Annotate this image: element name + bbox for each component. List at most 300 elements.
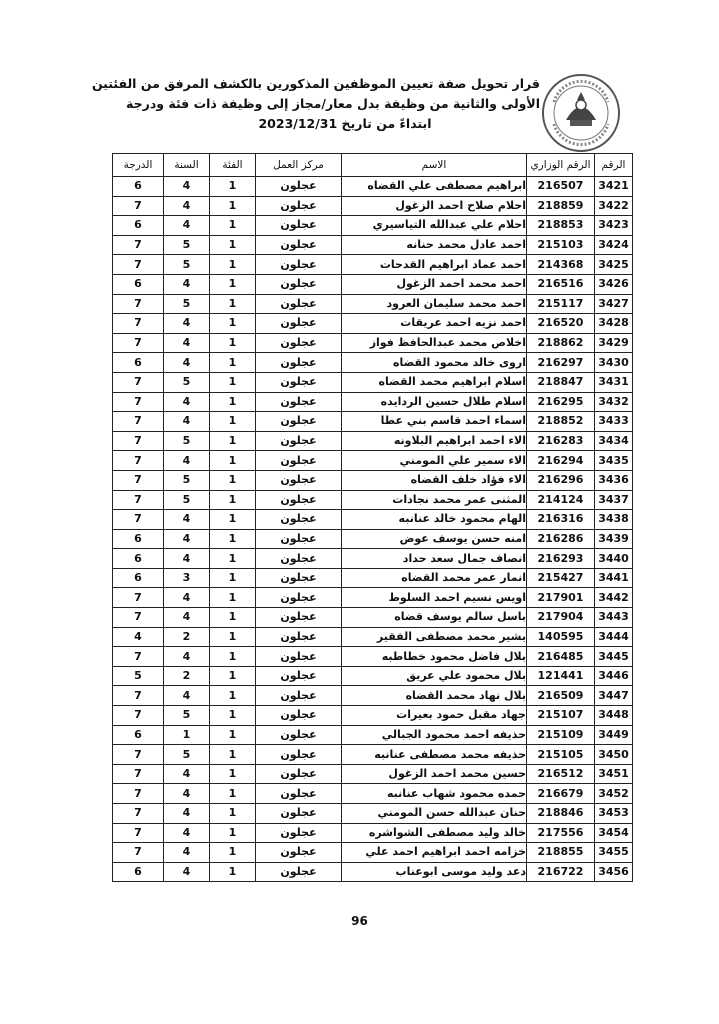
- cell-year: 5: [164, 235, 210, 255]
- cell-seq: 3447: [595, 686, 633, 706]
- cell-ministry-number: 215109: [527, 725, 595, 745]
- cell-category: 1: [210, 353, 256, 373]
- cell-seq: 3435: [595, 451, 633, 471]
- cell-work-center: عجلون: [256, 529, 342, 549]
- table-row: [113, 274, 633, 294]
- cell-seq: 3424: [595, 235, 633, 255]
- cell-ministry-number: 215105: [527, 745, 595, 765]
- cell-degree: 6: [113, 549, 164, 569]
- table-row: [113, 529, 633, 549]
- cell-degree: 7: [113, 294, 164, 314]
- cell-ministry-number: 218853: [527, 216, 595, 236]
- cell-work-center: عجلون: [256, 568, 342, 588]
- cell-category: 1: [210, 608, 256, 628]
- cell-category: 1: [210, 177, 256, 197]
- header-year: السنة: [164, 154, 210, 177]
- cell-work-center: عجلون: [256, 490, 342, 510]
- table-header-row: [113, 154, 633, 177]
- cell-year: 5: [164, 294, 210, 314]
- cell-category: 1: [210, 804, 256, 824]
- cell-year: 1: [164, 725, 210, 745]
- cell-degree: 7: [113, 764, 164, 784]
- cell-name: حمده محمود شهاب عنانبه: [342, 784, 527, 804]
- table-row: [113, 353, 633, 373]
- cell-seq: 3455: [595, 843, 633, 863]
- table-row: [113, 333, 633, 353]
- cell-ministry-number: 217901: [527, 588, 595, 608]
- cell-seq: 3450: [595, 745, 633, 765]
- cell-degree: 6: [113, 274, 164, 294]
- cell-seq: 3422: [595, 196, 633, 216]
- cell-year: 4: [164, 412, 210, 432]
- cell-work-center: عجلون: [256, 784, 342, 804]
- cell-category: 1: [210, 274, 256, 294]
- cell-category: 1: [210, 294, 256, 314]
- cell-year: 4: [164, 177, 210, 197]
- cell-work-center: عجلون: [256, 216, 342, 236]
- cell-ministry-number: 216520: [527, 314, 595, 334]
- title-line-1: قرار تحويل صفة تعيين الموظفين المذكورين بالكشف المرفق من الفئتين: [91, 76, 540, 91]
- title-line-3: ابتداءً من تاريخ 2023/12/31: [258, 116, 432, 131]
- cell-name: الهام محمود خالد عنانبه: [342, 510, 527, 530]
- cell-year: 4: [164, 314, 210, 334]
- cell-work-center: عجلون: [256, 255, 342, 275]
- cell-ministry-number: 216516: [527, 274, 595, 294]
- cell-category: 1: [210, 451, 256, 471]
- cell-year: 4: [164, 588, 210, 608]
- cell-year: 4: [164, 529, 210, 549]
- cell-work-center: عجلون: [256, 627, 342, 647]
- cell-seq: 3439: [595, 529, 633, 549]
- cell-year: 5: [164, 431, 210, 451]
- cell-name: الاء احمد ابراهيم البلاونه: [342, 431, 527, 451]
- cell-name: جهاد مقبل حمود بعيرات: [342, 706, 527, 726]
- cell-name: حنان عبدالله حسن المومني: [342, 804, 527, 824]
- cell-ministry-number: 214368: [527, 255, 595, 275]
- cell-name: اسلام طلال حسين الردايده: [342, 392, 527, 412]
- cell-name: خالد وليد مصطفى الشواشره: [342, 823, 527, 843]
- table-row: [113, 451, 633, 471]
- cell-year: 4: [164, 451, 210, 471]
- table-row: [113, 177, 633, 197]
- table-row: [113, 804, 633, 824]
- cell-work-center: عجلون: [256, 843, 342, 863]
- cell-degree: 7: [113, 451, 164, 471]
- cell-year: 4: [164, 216, 210, 236]
- cell-year: 4: [164, 274, 210, 294]
- cell-degree: 7: [113, 843, 164, 863]
- title-line-2: الأولى والثانية من وظيفة بدل معار/مجاز إلى وظيفة ذات فئة ودرجة: [126, 96, 540, 111]
- table-row: [113, 549, 633, 569]
- cell-ministry-number: 218847: [527, 372, 595, 392]
- cell-work-center: عجلون: [256, 823, 342, 843]
- cell-seq: 3456: [595, 862, 633, 882]
- cell-ministry-number: 121441: [527, 666, 595, 686]
- cell-work-center: عجلون: [256, 647, 342, 667]
- cell-seq: 3427: [595, 294, 633, 314]
- cell-name: اخلاص محمد عبدالحافظ فواز: [342, 333, 527, 353]
- cell-degree: 7: [113, 470, 164, 490]
- cell-year: 5: [164, 745, 210, 765]
- cell-ministry-number: 216295: [527, 392, 595, 412]
- table-row: [113, 745, 633, 765]
- table-row: [113, 764, 633, 784]
- cell-work-center: عجلون: [256, 451, 342, 471]
- cell-degree: 7: [113, 196, 164, 216]
- cell-seq: 3442: [595, 588, 633, 608]
- cell-year: 5: [164, 372, 210, 392]
- cell-work-center: عجلون: [256, 804, 342, 824]
- cell-year: 5: [164, 490, 210, 510]
- cell-ministry-number: 216507: [527, 177, 595, 197]
- cell-degree: 7: [113, 804, 164, 824]
- cell-work-center: عجلون: [256, 588, 342, 608]
- cell-seq: 3452: [595, 784, 633, 804]
- ministry-seal-icon: [540, 72, 622, 154]
- cell-seq: 3432: [595, 392, 633, 412]
- header-degree: الدرجة: [113, 154, 164, 177]
- cell-work-center: عجلون: [256, 745, 342, 765]
- cell-degree: 7: [113, 608, 164, 628]
- cell-seq: 3429: [595, 333, 633, 353]
- cell-ministry-number: 218859: [527, 196, 595, 216]
- cell-seq: 3438: [595, 510, 633, 530]
- cell-year: 4: [164, 608, 210, 628]
- cell-seq: 3444: [595, 627, 633, 647]
- cell-category: 1: [210, 568, 256, 588]
- cell-ministry-number: 218846: [527, 804, 595, 824]
- cell-category: 1: [210, 843, 256, 863]
- cell-seq: 3426: [595, 274, 633, 294]
- cell-work-center: عجلون: [256, 510, 342, 530]
- cell-category: 1: [210, 529, 256, 549]
- cell-degree: 7: [113, 647, 164, 667]
- cell-work-center: عجلون: [256, 274, 342, 294]
- cell-year: 3: [164, 568, 210, 588]
- cell-ministry-number: 216509: [527, 686, 595, 706]
- cell-name: احمد نزيه احمد عريقات: [342, 314, 527, 334]
- cell-seq: 3440: [595, 549, 633, 569]
- cell-ministry-number: 216294: [527, 451, 595, 471]
- cell-name: اويس نسيم احمد السلوط: [342, 588, 527, 608]
- cell-category: 1: [210, 725, 256, 745]
- cell-name: بلال نهاد محمد القضاه: [342, 686, 527, 706]
- cell-ministry-number: 215103: [527, 235, 595, 255]
- cell-name: انمار عمر محمد القضاه: [342, 568, 527, 588]
- cell-category: 1: [210, 333, 256, 353]
- cell-degree: 7: [113, 745, 164, 765]
- cell-degree: 4: [113, 627, 164, 647]
- cell-seq: 3437: [595, 490, 633, 510]
- cell-name: حذيفه محمد مصطفى عنانبه: [342, 745, 527, 765]
- cell-name: اسماء احمد قاسم بني عطا: [342, 412, 527, 432]
- page-number: 96: [351, 914, 368, 928]
- cell-work-center: عجلون: [256, 412, 342, 432]
- cell-ministry-number: 140595: [527, 627, 595, 647]
- cell-degree: 6: [113, 529, 164, 549]
- cell-category: 1: [210, 784, 256, 804]
- cell-category: 1: [210, 647, 256, 667]
- cell-seq: 3443: [595, 608, 633, 628]
- cell-ministry-number: 215117: [527, 294, 595, 314]
- cell-work-center: عجلون: [256, 353, 342, 373]
- cell-work-center: عجلون: [256, 314, 342, 334]
- table-body: [113, 177, 633, 882]
- cell-degree: 7: [113, 706, 164, 726]
- cell-seq: 3431: [595, 372, 633, 392]
- cell-ministry-number: 215427: [527, 568, 595, 588]
- cell-category: 1: [210, 510, 256, 530]
- header-seq: الرقم: [595, 154, 633, 177]
- cell-seq: 3430: [595, 353, 633, 373]
- cell-ministry-number: 216485: [527, 647, 595, 667]
- cell-name: اسلام ابراهيم محمد القضاه: [342, 372, 527, 392]
- cell-degree: 7: [113, 490, 164, 510]
- cell-seq: 3449: [595, 725, 633, 745]
- cell-seq: 3446: [595, 666, 633, 686]
- cell-category: 1: [210, 706, 256, 726]
- cell-category: 1: [210, 862, 256, 882]
- table-row: [113, 294, 633, 314]
- cell-year: 4: [164, 823, 210, 843]
- cell-work-center: عجلون: [256, 666, 342, 686]
- cell-name: احمد محمد سليمان العرود: [342, 294, 527, 314]
- cell-ministry-number: 216293: [527, 549, 595, 569]
- cell-year: 2: [164, 666, 210, 686]
- cell-category: 1: [210, 431, 256, 451]
- cell-work-center: عجلون: [256, 294, 342, 314]
- cell-year: 4: [164, 843, 210, 863]
- cell-name: امنه حسن يوسف عوض: [342, 529, 527, 549]
- table-row: [113, 490, 633, 510]
- cell-ministry-number: 214124: [527, 490, 595, 510]
- cell-work-center: عجلون: [256, 196, 342, 216]
- cell-seq: 3421: [595, 177, 633, 197]
- table-row: [113, 314, 633, 334]
- cell-year: 4: [164, 862, 210, 882]
- cell-degree: 6: [113, 568, 164, 588]
- cell-ministry-number: 215107: [527, 706, 595, 726]
- table-row: [113, 647, 633, 667]
- cell-degree: 5: [113, 666, 164, 686]
- table-row: [113, 725, 633, 745]
- cell-year: 4: [164, 510, 210, 530]
- cell-year: 4: [164, 784, 210, 804]
- cell-seq: 3441: [595, 568, 633, 588]
- cell-category: 1: [210, 235, 256, 255]
- cell-degree: 7: [113, 686, 164, 706]
- cell-work-center: عجلون: [256, 764, 342, 784]
- cell-degree: 7: [113, 235, 164, 255]
- cell-degree: 7: [113, 372, 164, 392]
- cell-year: 5: [164, 470, 210, 490]
- cell-name: دعد وليد موسى ابوعناب: [342, 862, 527, 882]
- cell-degree: 7: [113, 255, 164, 275]
- cell-name: باسل سالم يوسف قضاه: [342, 608, 527, 628]
- cell-name: انصاف جمال سعد حداد: [342, 549, 527, 569]
- cell-year: 4: [164, 647, 210, 667]
- cell-seq: 3434: [595, 431, 633, 451]
- cell-ministry-number: 217904: [527, 608, 595, 628]
- cell-seq: 3428: [595, 314, 633, 334]
- cell-category: 1: [210, 412, 256, 432]
- cell-ministry-number: 216316: [527, 510, 595, 530]
- cell-seq: 3445: [595, 647, 633, 667]
- cell-name: ابراهيم مصطفى علي القضاه: [342, 177, 527, 197]
- table-row: [113, 568, 633, 588]
- cell-degree: 7: [113, 333, 164, 353]
- cell-seq: 3423: [595, 216, 633, 236]
- cell-year: 4: [164, 804, 210, 824]
- table-row: [113, 196, 633, 216]
- header-ministry-number: الرقم الوزاري: [527, 154, 595, 177]
- cell-work-center: عجلون: [256, 372, 342, 392]
- cell-work-center: عجلون: [256, 333, 342, 353]
- cell-category: 1: [210, 745, 256, 765]
- cell-ministry-number: 216283: [527, 431, 595, 451]
- table-row: [113, 627, 633, 647]
- cell-name: بشير محمد مصطفى الفقير: [342, 627, 527, 647]
- table-row: [113, 862, 633, 882]
- table-row: [113, 706, 633, 726]
- cell-name: احلام علي عبدالله التياسيري: [342, 216, 527, 236]
- cell-degree: 6: [113, 177, 164, 197]
- table-row: [113, 608, 633, 628]
- table-row: [113, 843, 633, 863]
- table-row: [113, 823, 633, 843]
- cell-work-center: عجلون: [256, 725, 342, 745]
- cell-category: 1: [210, 216, 256, 236]
- table-row: [113, 588, 633, 608]
- cell-name: بلال محمود علي عريق: [342, 666, 527, 686]
- cell-name: احمد عادل محمد حنانه: [342, 235, 527, 255]
- cell-name: المثنى عمر محمد نجادات: [342, 490, 527, 510]
- cell-work-center: عجلون: [256, 549, 342, 569]
- cell-category: 1: [210, 255, 256, 275]
- cell-work-center: عجلون: [256, 431, 342, 451]
- cell-degree: 7: [113, 392, 164, 412]
- cell-category: 1: [210, 490, 256, 510]
- cell-name: احمد عماد ابراهيم القدحات: [342, 255, 527, 275]
- cell-work-center: عجلون: [256, 608, 342, 628]
- table-row: [113, 784, 633, 804]
- cell-category: 1: [210, 314, 256, 334]
- cell-degree: 6: [113, 353, 164, 373]
- cell-name: حسين محمد احمد الزغول: [342, 764, 527, 784]
- cell-name: بلال فاضل محمود خطاطبه: [342, 647, 527, 667]
- cell-seq: 3448: [595, 706, 633, 726]
- cell-degree: 7: [113, 412, 164, 432]
- cell-work-center: عجلون: [256, 235, 342, 255]
- cell-category: 1: [210, 627, 256, 647]
- cell-seq: 3433: [595, 412, 633, 432]
- cell-category: 1: [210, 392, 256, 412]
- cell-year: 4: [164, 353, 210, 373]
- cell-ministry-number: 216286: [527, 529, 595, 549]
- cell-year: 4: [164, 549, 210, 569]
- cell-category: 1: [210, 470, 256, 490]
- cell-name: حذيفه احمد محمود الجبالي: [342, 725, 527, 745]
- cell-name: الاء سمير علي المومني: [342, 451, 527, 471]
- cell-work-center: عجلون: [256, 392, 342, 412]
- cell-seq: 3436: [595, 470, 633, 490]
- cell-ministry-number: 218852: [527, 412, 595, 432]
- cell-year: 4: [164, 686, 210, 706]
- cell-name: احلام صلاح احمد الزغول: [342, 196, 527, 216]
- cell-name: احمد محمد احمد الزغول: [342, 274, 527, 294]
- cell-ministry-number: 217556: [527, 823, 595, 843]
- table-row: [113, 255, 633, 275]
- cell-year: 4: [164, 196, 210, 216]
- cell-category: 1: [210, 588, 256, 608]
- cell-year: 4: [164, 392, 210, 412]
- cell-ministry-number: 218855: [527, 843, 595, 863]
- cell-ministry-number: 218862: [527, 333, 595, 353]
- cell-ministry-number: 216297: [527, 353, 595, 373]
- document-title: [91, 74, 540, 134]
- cell-category: 1: [210, 372, 256, 392]
- employees-table: [112, 153, 633, 882]
- cell-work-center: عجلون: [256, 686, 342, 706]
- table-row: [113, 470, 633, 490]
- cell-year: 5: [164, 706, 210, 726]
- cell-degree: 7: [113, 784, 164, 804]
- header-category: الفئة: [210, 154, 256, 177]
- table-row: [113, 686, 633, 706]
- cell-work-center: عجلون: [256, 706, 342, 726]
- cell-ministry-number: 216722: [527, 862, 595, 882]
- cell-degree: 7: [113, 431, 164, 451]
- cell-work-center: عجلون: [256, 862, 342, 882]
- cell-degree: 7: [113, 823, 164, 843]
- table-row: [113, 372, 633, 392]
- cell-degree: 7: [113, 510, 164, 530]
- cell-name: خزامه احمد ابراهيم احمد علي: [342, 843, 527, 863]
- cell-work-center: عجلون: [256, 470, 342, 490]
- cell-degree: 7: [113, 314, 164, 334]
- cell-ministry-number: 216296: [527, 470, 595, 490]
- cell-category: 1: [210, 686, 256, 706]
- cell-category: 1: [210, 764, 256, 784]
- cell-category: 1: [210, 666, 256, 686]
- table-row: [113, 431, 633, 451]
- header-name: الاسم: [342, 154, 527, 177]
- cell-ministry-number: 216512: [527, 764, 595, 784]
- header-work-center: مركز العمل: [256, 154, 342, 177]
- cell-seq: 3451: [595, 764, 633, 784]
- cell-category: 1: [210, 196, 256, 216]
- table-row: [113, 216, 633, 236]
- cell-degree: 6: [113, 862, 164, 882]
- cell-year: 4: [164, 764, 210, 784]
- cell-year: 2: [164, 627, 210, 647]
- cell-degree: 6: [113, 725, 164, 745]
- table-row: [113, 666, 633, 686]
- cell-name: الاء فؤاد خلف القضاه: [342, 470, 527, 490]
- table-row: [113, 510, 633, 530]
- cell-degree: 6: [113, 216, 164, 236]
- table-row: [113, 412, 633, 432]
- cell-category: 1: [210, 549, 256, 569]
- cell-work-center: عجلون: [256, 177, 342, 197]
- cell-seq: 3453: [595, 804, 633, 824]
- cell-category: 1: [210, 823, 256, 843]
- cell-seq: 3425: [595, 255, 633, 275]
- cell-name: اروى خالد محمود القضاه: [342, 353, 527, 373]
- cell-seq: 3454: [595, 823, 633, 843]
- cell-year: 5: [164, 255, 210, 275]
- table-row: [113, 235, 633, 255]
